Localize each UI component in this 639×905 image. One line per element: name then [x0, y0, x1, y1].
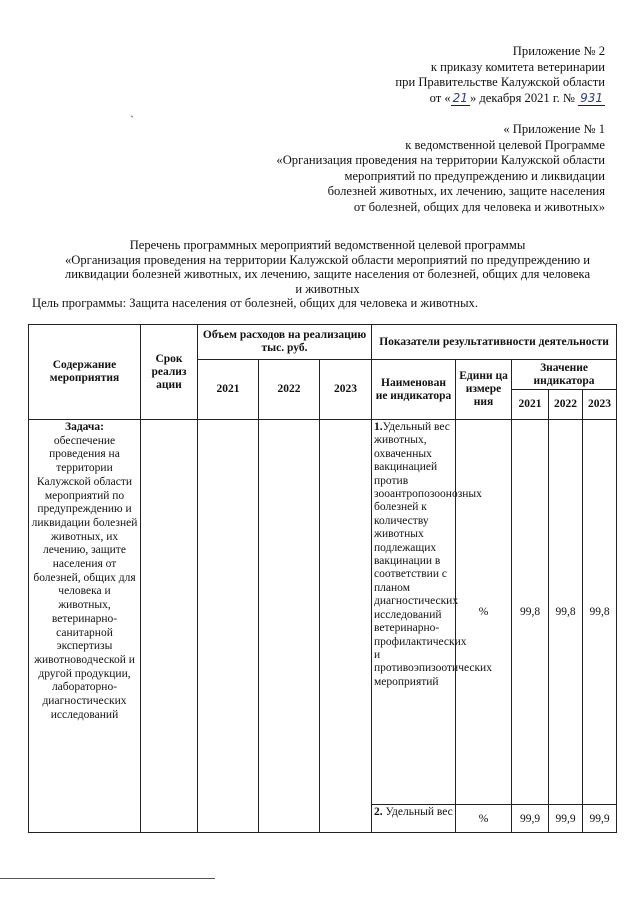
unit-cell: % — [456, 420, 512, 805]
value-2021-cell: 99,9 — [512, 805, 549, 833]
title-line: Перечень программных мероприятий ведомственной целевой программы — [129, 238, 526, 252]
value-2023-cell: 99,8 — [583, 420, 617, 805]
appendix-1-line: « Приложение № 1 — [503, 122, 605, 136]
order-reference: к приказу комитета ветеринарии — [430, 59, 605, 74]
order-date-line — [395, 91, 605, 107]
header-value-2023: 2023 — [583, 390, 617, 420]
header-term: Срок реализ ации — [141, 325, 198, 420]
expense-2022-cell — [259, 420, 320, 833]
appendix-1-header — [276, 122, 605, 215]
task-cell — [29, 420, 141, 833]
indicator-number: 1. — [374, 421, 383, 433]
header-year-2023: 2023 — [320, 360, 372, 420]
stray-mark: ` — [130, 113, 134, 127]
expense-2023-cell — [320, 420, 372, 833]
value-2022-cell: 99,8 — [549, 420, 583, 805]
indicator-cell — [372, 805, 456, 833]
program-list-title — [50, 238, 605, 296]
header-performance: Показатели результативности деятельности — [372, 325, 617, 360]
expense-2021-cell — [198, 420, 259, 833]
appendix-1-line: к ведомственной целевой Программе — [405, 137, 605, 152]
handwritten-order-number: 931 — [580, 90, 603, 105]
header-indicator-name: Наименован ие индикатора — [372, 360, 456, 420]
header-year-2022: 2022 — [259, 360, 320, 420]
appendix-2-header — [395, 44, 605, 106]
term-cell — [141, 420, 198, 833]
table-row — [29, 420, 617, 805]
handwritten-day: 21 — [452, 90, 468, 105]
bottom-rule — [0, 878, 215, 879]
title-line: «Организация проведения на территории Калужской области мероприятий по предупреждению и — [64, 252, 591, 267]
header-content: Содержание мероприятия — [29, 325, 141, 420]
title-line: ликвидации болезней животных, их лечению, защите населения от болезней, общих для человека — [64, 267, 591, 282]
appendix-2-title: Приложение № 2 — [512, 44, 605, 58]
indicator-number: 2. — [374, 806, 383, 818]
title-line: и животных — [295, 281, 360, 296]
header-indicator-value: Значение индикатора — [512, 360, 617, 390]
measures-table-wrap — [28, 324, 616, 833]
header-unit: Едини ца измере ния — [456, 360, 512, 420]
appendix-1-line: «Организация проведения на территории Калужской области — [276, 153, 605, 167]
value-2023-cell: 99,9 — [583, 805, 617, 833]
appendix-1-line: болезней животных, их лечению, защите населения — [327, 184, 605, 198]
appendix-1-line: от болезней, общих для человека и животных» — [353, 199, 605, 214]
program-goal: Цель программы: Защита населения от болезней, общих для человека и животных. — [32, 296, 478, 310]
indicator-text: Удельный вес — [385, 806, 453, 818]
value-2021-cell: 99,8 — [512, 420, 549, 805]
appendix-1-line: мероприятий по предупреждению и ликвидации — [344, 168, 605, 183]
header-value-2021: 2021 — [512, 390, 549, 420]
task-text: обеспечение проведения на территории Калужской области мероприятий по предупреждению и ликвидации болезней животных, их лечению, защите населения от болезней, общих для человека и животных, ветеринарно-санитарной экспертизы животноводческой и другой продукции, лабораторно-диагностических исследований — [31, 434, 138, 721]
date-prefix: от « — [429, 90, 451, 105]
measures-table — [28, 324, 617, 833]
indicator-text: Удельный вес животных, охваченных вакцинацией против зооантропозоонозных болезней к количеству животных подлежащих вакцинации в соответствии с планом диагностических исследований ветеринарно-профилактических и противоэпизоотических мероприятий — [374, 421, 492, 688]
header-year-2021: 2021 — [198, 360, 259, 420]
indicator-cell — [372, 420, 492, 805]
value-2022-cell: 99,9 — [549, 805, 583, 833]
unit-cell: % — [456, 805, 512, 833]
header-expenses: Объем расходов на реализацию тыс. руб. — [198, 325, 372, 360]
government-reference: при Правительстве Калужской области — [395, 75, 605, 89]
date-suffix: » декабря 2021 г. № — [469, 90, 575, 105]
task-label: Задача: — [65, 421, 104, 433]
header-value-2022: 2022 — [549, 390, 583, 420]
